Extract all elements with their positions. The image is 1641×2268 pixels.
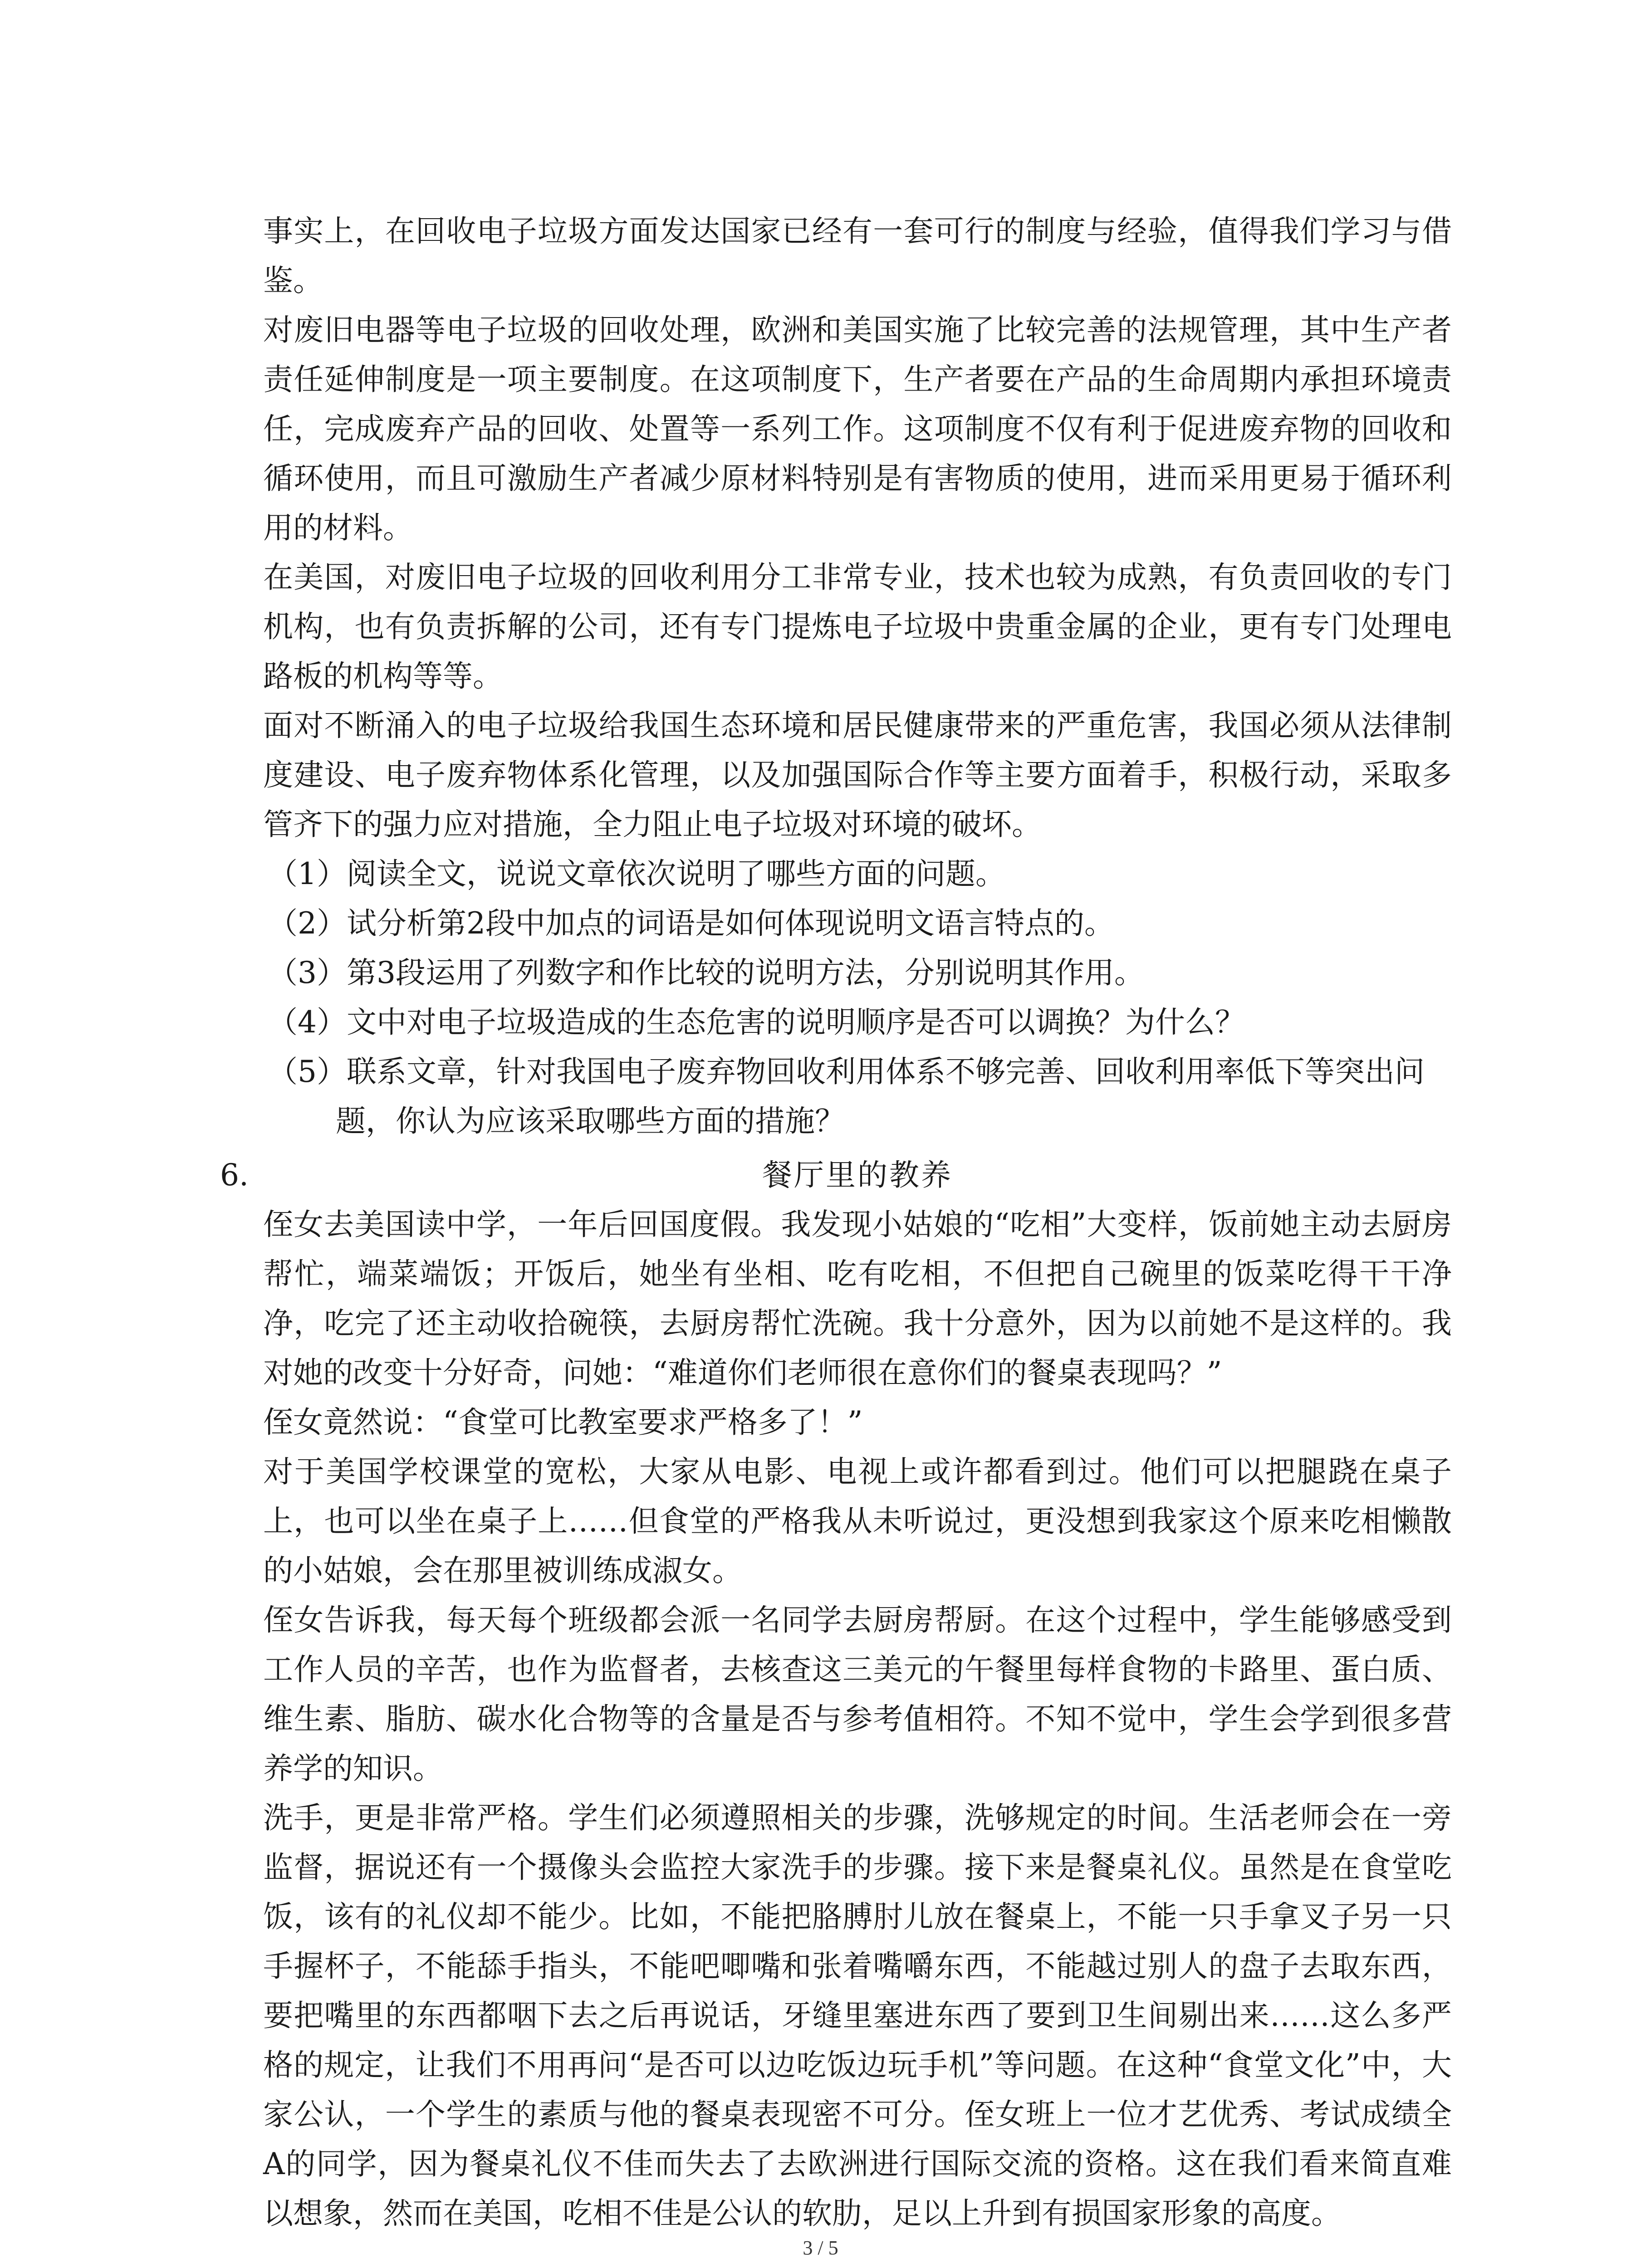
question-item: （3）第3段运用了列数字和作比较的说明方法，分别说明其作用。	[268, 955, 1144, 990]
paragraph: 在美国，对废旧电子垃圾的回收利用分工非常专业，技术也较为成熟，有负责回收的专门机构，也有负责拆解的公司，还有专门提炼电子垃圾中贵重金属的企业，更有专门处理电路板的机构等等。	[263, 560, 1452, 694]
question-item: （4）文中对电子垃圾造成的生态危害的说明顺序是否可以调换？为什么？	[268, 1005, 1245, 1040]
question-list	[268, 849, 1452, 1146]
paragraph: 侄女告诉我，每天每个班级都会派一名同学去厨房帮厨。在这个过程中，学生能够感受到工作人员的辛苦，也作为监督者，去核查这三美元的午餐里每样食物的卡路里、蛋白质、维生素、脂肪、碳水化合物等的含量是否与参考值相符。不知不觉中，学生会学到很多营养学的知识。	[263, 1603, 1452, 1786]
section-number: 6.	[220, 1158, 249, 1193]
section-title: 餐厅里的教养	[762, 1158, 953, 1193]
paragraph: 事实上，在回收电子垃圾方面发达国家已经有一套可行的制度与经验，值得我们学习与借鉴。	[263, 214, 1452, 298]
section-6-paragraphs	[263, 1200, 1452, 2238]
question-item-continuation: 题，你认为应该采取哪些方面的措施？	[336, 1104, 845, 1139]
section-5-paragraphs	[263, 206, 1452, 849]
paragraph: 对于美国学校课堂的宽松，大家从电影、电视上或许都看到过。他们可以把腿跷在桌子上，也可以坐在桌子上……但食堂的严格我从未听说过，更没想到我家这个原来吃相懒散的小姑娘，会在那里被训练成淑女。	[263, 1454, 1452, 1588]
paragraph: 侄女竟然说：“食堂可比教室要求严格多了！”	[263, 1405, 863, 1440]
paragraph: 对废旧电器等电子垃圾的回收处理，欧洲和美国实施了比较完善的法规管理，其中生产者责任延伸制度是一项主要制度。在这项制度下，生产者要在产品的生命周期内承担环境责任，完成废弃产品的回收、处置等一系列工作。这项制度不仅有利于促进废弃物的回收和循环使用，而且可激励生产者减少原材料特别是有害物质的使用，进而采用更易于循环利用的材料。	[263, 313, 1452, 545]
paragraph: 洗手，更是非常严格。学生们必须遵照相关的步骤，洗够规定的时间。生活老师会在一旁监督，据说还有一个摄像头会监控大家洗手的步骤。接下来是餐桌礼仪。虽然是在食堂吃饭，该有的礼仪却不能少。比如，不能把胳膊肘儿放在餐桌上，不能一只手拿叉子另一只手握杯子，不能舔手指头，不能吧唧嘴和张着嘴嚼东西，不能越过别人的盘子去取东西，要把嘴里的东西都咽下去之后再说话，牙缝里塞进东西了要到卫生间剔出来……这么多严格的规定，让我们不用再问“是否可以边吃饭边玩手机”等问题。在这种“食堂文化”中，大家公认，一个学生的素质与他的餐桌表现密不可分。侄女班上一位才艺优秀、考试成绩全A的同学，因为餐桌礼仪不佳而失去了去欧洲进行国际交流的资格。这在我们看来简直难以想象，然而在美国，吃相不佳是公认的软肋，足以上升到有损国家形象的高度。	[263, 1800, 1452, 2231]
page-number: 3 / 5	[803, 2237, 838, 2259]
page-content	[220, 206, 1452, 2238]
question-item: （5）联系文章，针对我国电子废弃物回收利用体系不够完善、回收利用率低下等突出问	[268, 1054, 1425, 1089]
question-item: （1）阅读全文，说说文章依次说明了哪些方面的问题。	[268, 856, 1005, 891]
section-6-header	[220, 1150, 1452, 1200]
paragraph: 面对不断涌入的电子垃圾给我国生态环境和居民健康带来的严重危害，我国必须从法律制度建设、电子废弃物体系化管理，以及加强国际合作等主要方面着手，积极行动，采取多管齐下的强力应对措施，全力阻止电子垃圾对环境的破坏。	[263, 708, 1452, 842]
paragraph: 侄女去美国读中学，一年后回国度假。我发现小姑娘的“吃相”大变样，饭前她主动去厨房帮忙，端菜端饭；开饭后，她坐有坐相、吃有吃相，不但把自己碗里的饭菜吃得干干净净，吃完了还主动收拾碗筷，去厨房帮忙洗碗。我十分意外，因为以前她不是这样的。我对她的改变十分好奇，问她：“难道你们老师很在意你们的餐桌表现吗？”	[263, 1207, 1452, 1390]
question-item: （2）试分析第2段中加点的词语是如何体现说明文语言特点的。	[268, 906, 1114, 941]
